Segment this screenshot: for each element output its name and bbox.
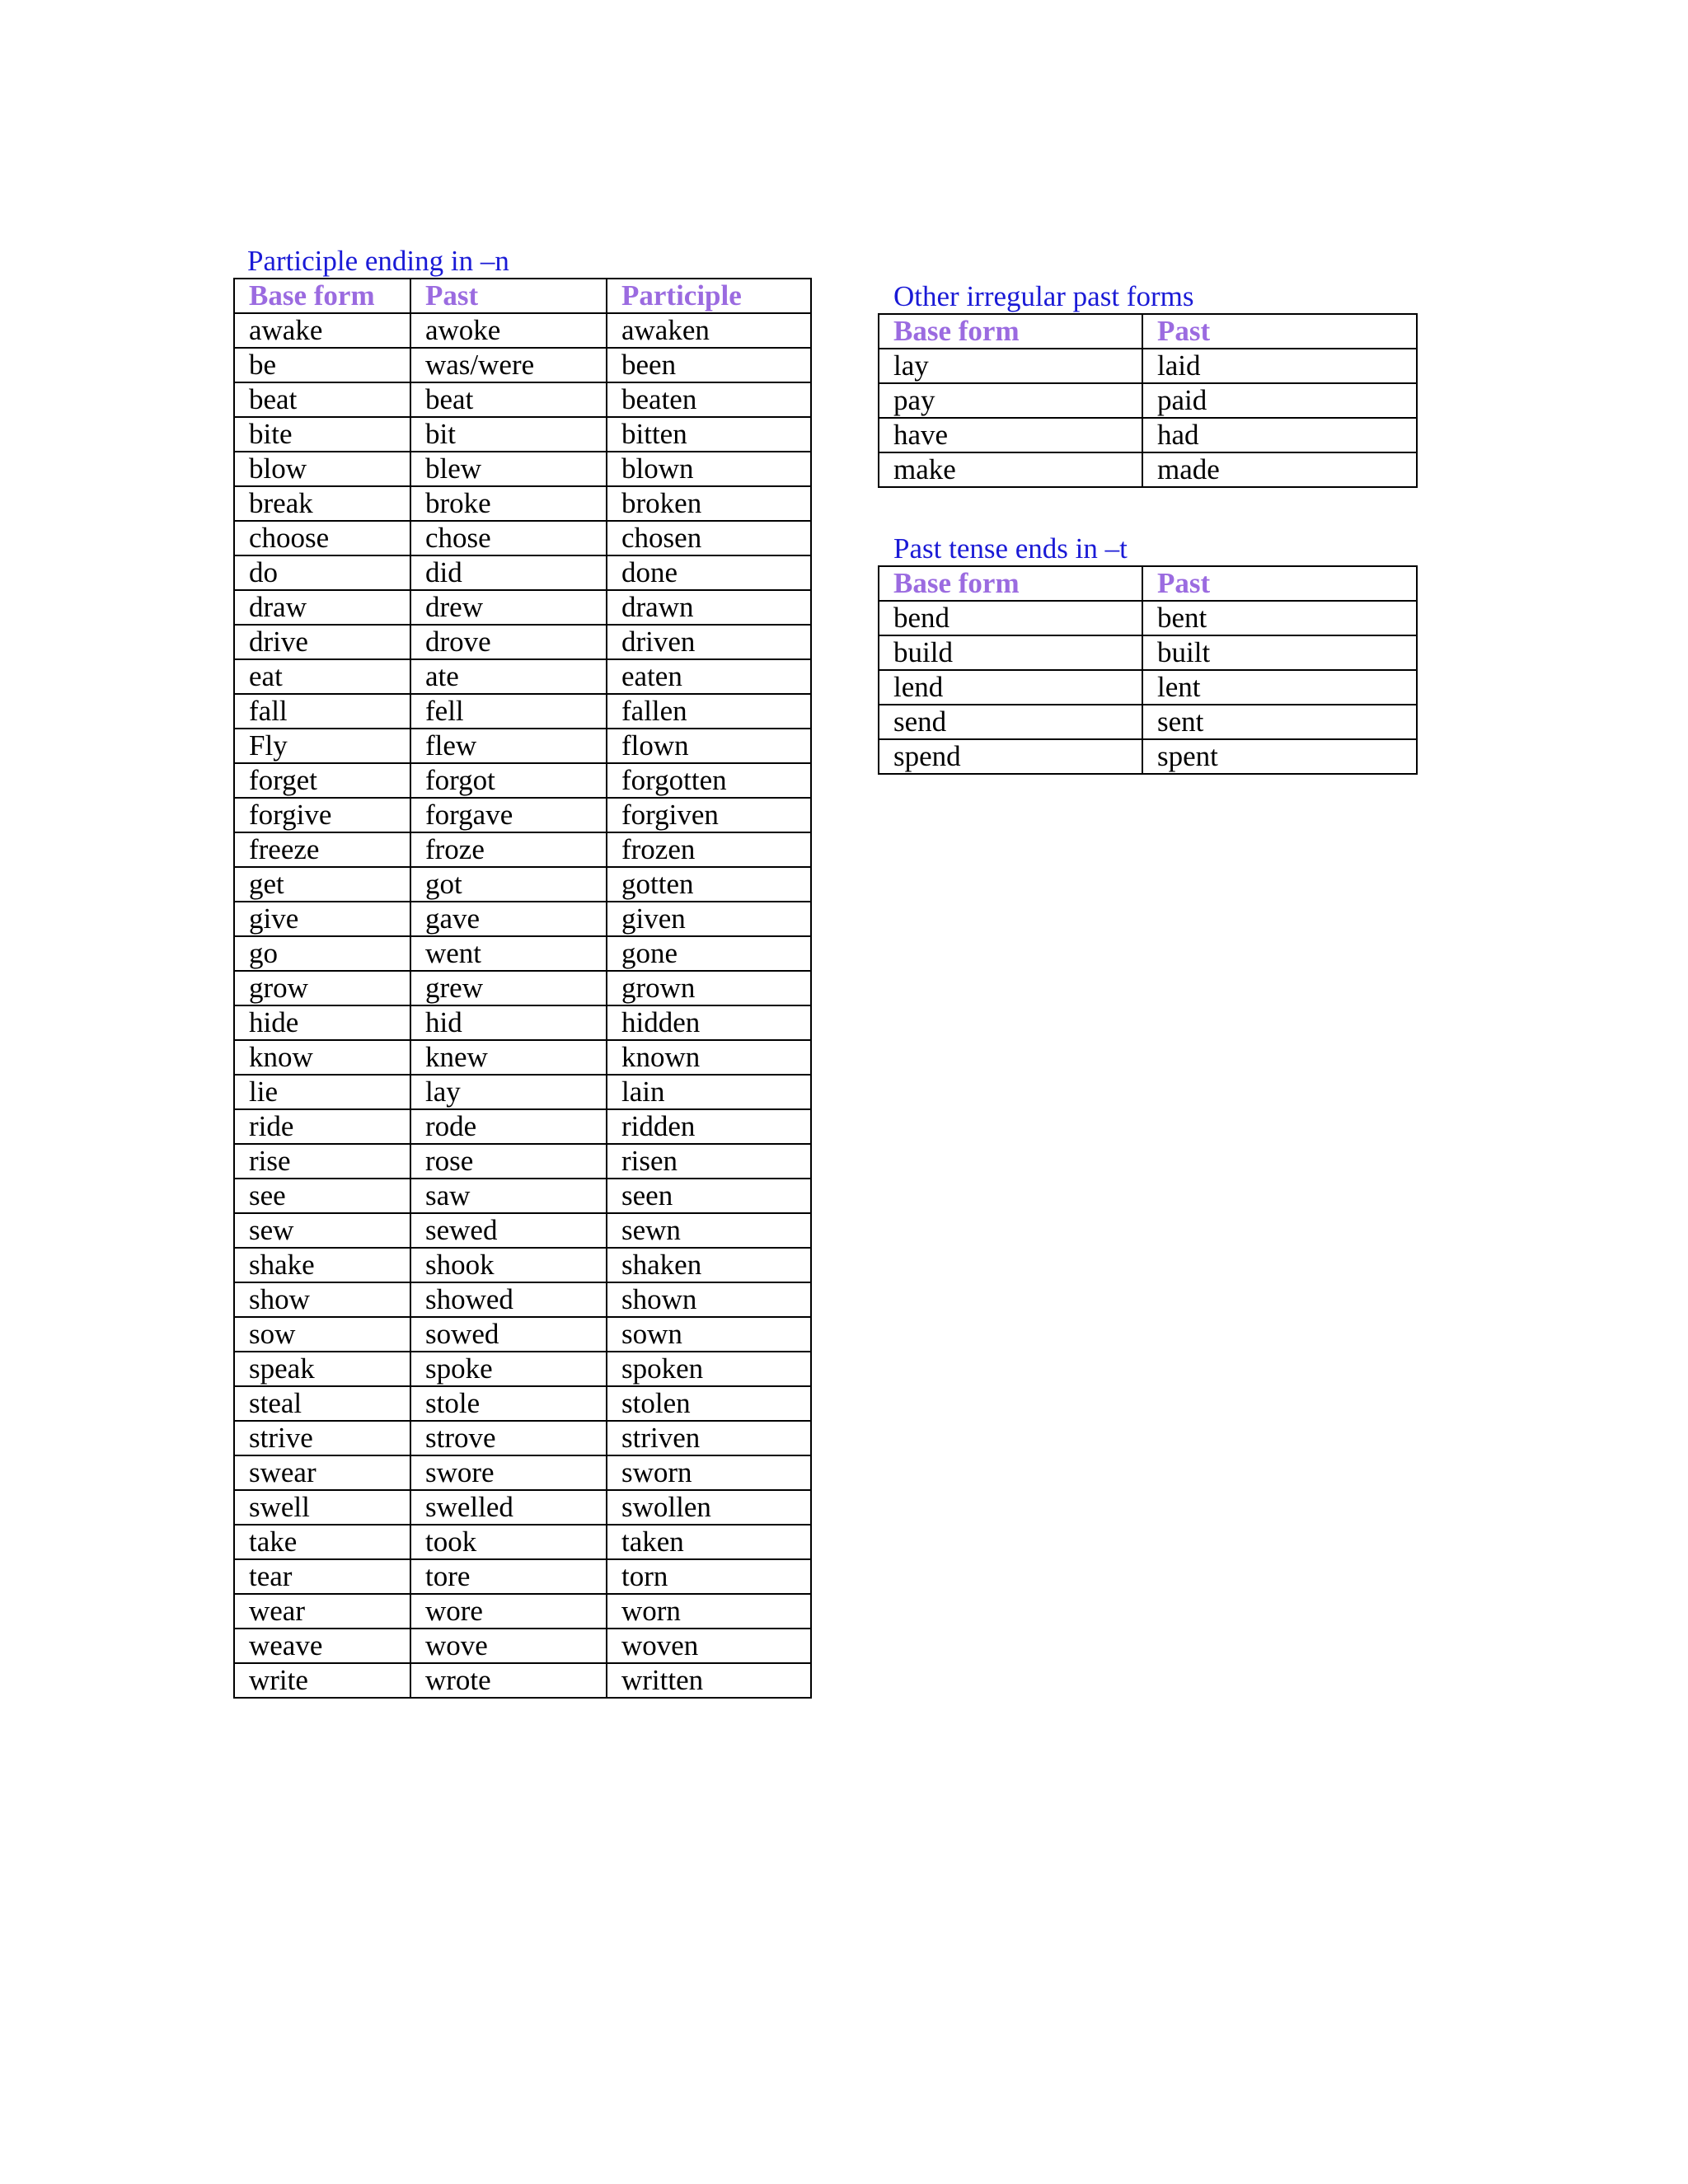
table-cell: broken bbox=[607, 486, 811, 521]
table-cell: forgiven bbox=[607, 798, 811, 832]
table-cell: flew bbox=[410, 729, 607, 763]
table-row bbox=[879, 635, 1417, 670]
table-row bbox=[234, 763, 811, 798]
table-row bbox=[879, 670, 1417, 705]
table-cell: sowed bbox=[410, 1317, 607, 1352]
table-cell: do bbox=[234, 555, 410, 590]
table-cell: know bbox=[234, 1040, 410, 1075]
table-row bbox=[234, 798, 811, 832]
table-row bbox=[234, 1525, 811, 1559]
table-cell: beaten bbox=[607, 382, 811, 417]
table-row bbox=[234, 1213, 811, 1248]
table-row bbox=[234, 555, 811, 590]
table-row bbox=[234, 486, 811, 521]
table-cell: fallen bbox=[607, 694, 811, 729]
table-row bbox=[879, 739, 1417, 774]
table-cell: forgot bbox=[410, 763, 607, 798]
table-cell: ate bbox=[410, 659, 607, 694]
table-cell: forgive bbox=[234, 798, 410, 832]
table-cell: swollen bbox=[607, 1490, 811, 1525]
table-cell: sent bbox=[1142, 705, 1417, 739]
table-cell: blow bbox=[234, 452, 410, 486]
table-cell: freeze bbox=[234, 832, 410, 867]
table-cell: showed bbox=[410, 1282, 607, 1317]
table-header-row bbox=[879, 566, 1417, 601]
table-row bbox=[879, 601, 1417, 635]
table-cell: rode bbox=[410, 1109, 607, 1144]
table-cell: seen bbox=[607, 1179, 811, 1213]
participle-table-title: Participle ending in –n bbox=[247, 245, 509, 277]
table-cell: eat bbox=[234, 659, 410, 694]
table-cell: broke bbox=[410, 486, 607, 521]
table-row bbox=[234, 936, 811, 971]
table-cell: be bbox=[234, 348, 410, 382]
column-header: Base form bbox=[879, 314, 1142, 349]
table-cell: steal bbox=[234, 1386, 410, 1421]
table-cell: blew bbox=[410, 452, 607, 486]
table-cell: hid bbox=[410, 1005, 607, 1040]
table-cell: rise bbox=[234, 1144, 410, 1179]
table-row bbox=[234, 382, 811, 417]
table-row bbox=[234, 348, 811, 382]
table-cell: given bbox=[607, 902, 811, 936]
table-cell: written bbox=[607, 1663, 811, 1698]
table-row bbox=[879, 452, 1417, 487]
table-cell: drive bbox=[234, 625, 410, 659]
table-cell: bitten bbox=[607, 417, 811, 452]
table-cell: see bbox=[234, 1179, 410, 1213]
table-cell: weave bbox=[234, 1629, 410, 1663]
table-cell: sew bbox=[234, 1213, 410, 1248]
table-cell: tear bbox=[234, 1559, 410, 1594]
table-cell: have bbox=[879, 418, 1142, 452]
table-cell: fell bbox=[410, 694, 607, 729]
table-cell: paid bbox=[1142, 383, 1417, 418]
table-cell: bent bbox=[1142, 601, 1417, 635]
table-row bbox=[234, 902, 811, 936]
table-cell: spoke bbox=[410, 1352, 607, 1386]
table-cell: stolen bbox=[607, 1386, 811, 1421]
table-row bbox=[234, 452, 811, 486]
table-cell: swell bbox=[234, 1490, 410, 1525]
table-cell: beat bbox=[234, 382, 410, 417]
column-header: Past bbox=[1142, 314, 1417, 349]
table-cell: strove bbox=[410, 1421, 607, 1455]
table-row bbox=[234, 590, 811, 625]
table-cell: froze bbox=[410, 832, 607, 867]
table-cell: give bbox=[234, 902, 410, 936]
table-cell: knew bbox=[410, 1040, 607, 1075]
irregular-past-table bbox=[878, 313, 1418, 488]
table-cell: show bbox=[234, 1282, 410, 1317]
table-cell: grown bbox=[607, 971, 811, 1005]
table-row bbox=[234, 659, 811, 694]
table-row bbox=[234, 1075, 811, 1109]
table-cell: drew bbox=[410, 590, 607, 625]
table-cell: was/were bbox=[410, 348, 607, 382]
table-row bbox=[879, 349, 1417, 383]
table-row bbox=[234, 1559, 811, 1594]
table-row bbox=[234, 867, 811, 902]
table-cell: drove bbox=[410, 625, 607, 659]
table-row bbox=[879, 418, 1417, 452]
table-cell: take bbox=[234, 1525, 410, 1559]
table-cell: shook bbox=[410, 1248, 607, 1282]
table-cell: fall bbox=[234, 694, 410, 729]
table-cell: known bbox=[607, 1040, 811, 1075]
table-cell: shake bbox=[234, 1248, 410, 1282]
table-row bbox=[234, 1663, 811, 1698]
table-cell: eaten bbox=[607, 659, 811, 694]
table-cell: bend bbox=[879, 601, 1142, 635]
table-cell: gotten bbox=[607, 867, 811, 902]
table-cell: forgave bbox=[410, 798, 607, 832]
table-cell: went bbox=[410, 936, 607, 971]
table-cell: risen bbox=[607, 1144, 811, 1179]
table-row bbox=[234, 1629, 811, 1663]
table-cell: spoken bbox=[607, 1352, 811, 1386]
table-row bbox=[234, 1317, 811, 1352]
table-cell: bite bbox=[234, 417, 410, 452]
table-row bbox=[234, 694, 811, 729]
table-row bbox=[234, 625, 811, 659]
table-row bbox=[234, 1005, 811, 1040]
table-row bbox=[234, 1386, 811, 1421]
table-cell: sow bbox=[234, 1317, 410, 1352]
table-cell: wrote bbox=[410, 1663, 607, 1698]
table-cell: send bbox=[879, 705, 1142, 739]
table-cell: rose bbox=[410, 1144, 607, 1179]
table-cell: swelled bbox=[410, 1490, 607, 1525]
table-cell: been bbox=[607, 348, 811, 382]
column-header: Past bbox=[410, 279, 607, 313]
table-cell: chosen bbox=[607, 521, 811, 555]
table-cell: sworn bbox=[607, 1455, 811, 1490]
column-header: Base form bbox=[879, 566, 1142, 601]
table-cell: shown bbox=[607, 1282, 811, 1317]
table-row bbox=[234, 1109, 811, 1144]
table-cell: shaken bbox=[607, 1248, 811, 1282]
table-cell: swear bbox=[234, 1455, 410, 1490]
table-row bbox=[234, 1040, 811, 1075]
table-cell: torn bbox=[607, 1559, 811, 1594]
table-cell: break bbox=[234, 486, 410, 521]
table-cell: built bbox=[1142, 635, 1417, 670]
table-cell: hidden bbox=[607, 1005, 811, 1040]
table-cell: spend bbox=[879, 739, 1142, 774]
table-cell: gave bbox=[410, 902, 607, 936]
table-cell: wore bbox=[410, 1594, 607, 1629]
table-cell: build bbox=[879, 635, 1142, 670]
table-cell: driven bbox=[607, 625, 811, 659]
table-cell: taken bbox=[607, 1525, 811, 1559]
table-cell: write bbox=[234, 1663, 410, 1698]
table-row bbox=[879, 383, 1417, 418]
table-cell: go bbox=[234, 936, 410, 971]
t-ending-table-title: Past tense ends in –t bbox=[893, 532, 1128, 565]
table-row bbox=[234, 1352, 811, 1386]
table-cell: grew bbox=[410, 971, 607, 1005]
table-cell: forgotten bbox=[607, 763, 811, 798]
table-row bbox=[234, 1421, 811, 1455]
table-cell: awaken bbox=[607, 313, 811, 348]
table-cell: get bbox=[234, 867, 410, 902]
participle-table bbox=[233, 278, 812, 1699]
table-cell: ridden bbox=[607, 1109, 811, 1144]
table-row bbox=[234, 832, 811, 867]
column-header: Participle bbox=[607, 279, 811, 313]
table-cell: strive bbox=[234, 1421, 410, 1455]
table-cell: woven bbox=[607, 1629, 811, 1663]
table-cell: sewn bbox=[607, 1213, 811, 1248]
table-row bbox=[879, 705, 1417, 739]
irregular-table-title: Other irregular past forms bbox=[893, 280, 1194, 312]
table-cell: done bbox=[607, 555, 811, 590]
table-cell: speak bbox=[234, 1352, 410, 1386]
table-cell: took bbox=[410, 1525, 607, 1559]
table-cell: lay bbox=[410, 1075, 607, 1109]
table-cell: hide bbox=[234, 1005, 410, 1040]
table-cell: bit bbox=[410, 417, 607, 452]
table-row bbox=[234, 1594, 811, 1629]
table-cell: draw bbox=[234, 590, 410, 625]
table-cell: wove bbox=[410, 1629, 607, 1663]
table-cell: did bbox=[410, 555, 607, 590]
table-cell: wear bbox=[234, 1594, 410, 1629]
table-cell: striven bbox=[607, 1421, 811, 1455]
table-cell: stole bbox=[410, 1386, 607, 1421]
column-header: Past bbox=[1142, 566, 1417, 601]
table-cell: lay bbox=[879, 349, 1142, 383]
table-cell: had bbox=[1142, 418, 1417, 452]
table-cell: frozen bbox=[607, 832, 811, 867]
table-header-row bbox=[234, 279, 811, 313]
table-cell: swore bbox=[410, 1455, 607, 1490]
table-cell: worn bbox=[607, 1594, 811, 1629]
table-cell: awake bbox=[234, 313, 410, 348]
table-cell: choose bbox=[234, 521, 410, 555]
table-cell: drawn bbox=[607, 590, 811, 625]
table-row bbox=[234, 1179, 811, 1213]
table-cell: got bbox=[410, 867, 607, 902]
column-header: Base form bbox=[234, 279, 410, 313]
table-row bbox=[234, 417, 811, 452]
table-cell: ride bbox=[234, 1109, 410, 1144]
table-cell: lain bbox=[607, 1075, 811, 1109]
table-cell: laid bbox=[1142, 349, 1417, 383]
table-cell: spent bbox=[1142, 739, 1417, 774]
table-row bbox=[234, 971, 811, 1005]
table-cell: pay bbox=[879, 383, 1142, 418]
table-row bbox=[234, 521, 811, 555]
table-cell: saw bbox=[410, 1179, 607, 1213]
table-cell: Fly bbox=[234, 729, 410, 763]
table-cell: beat bbox=[410, 382, 607, 417]
table-cell: gone bbox=[607, 936, 811, 971]
table-row bbox=[234, 1248, 811, 1282]
table-cell: flown bbox=[607, 729, 811, 763]
table-cell: lend bbox=[879, 670, 1142, 705]
table-cell: sown bbox=[607, 1317, 811, 1352]
table-cell: sewed bbox=[410, 1213, 607, 1248]
table-row bbox=[234, 1282, 811, 1317]
table-row bbox=[234, 1144, 811, 1179]
table-header-row bbox=[879, 314, 1417, 349]
table-cell: tore bbox=[410, 1559, 607, 1594]
t-ending-table bbox=[878, 565, 1418, 775]
table-row bbox=[234, 313, 811, 348]
table-cell: make bbox=[879, 452, 1142, 487]
table-row bbox=[234, 1490, 811, 1525]
table-cell: forget bbox=[234, 763, 410, 798]
table-row bbox=[234, 729, 811, 763]
table-cell: grow bbox=[234, 971, 410, 1005]
table-row bbox=[234, 1455, 811, 1490]
table-cell: chose bbox=[410, 521, 607, 555]
table-cell: lent bbox=[1142, 670, 1417, 705]
table-cell: made bbox=[1142, 452, 1417, 487]
table-cell: blown bbox=[607, 452, 811, 486]
table-cell: lie bbox=[234, 1075, 410, 1109]
table-cell: awoke bbox=[410, 313, 607, 348]
